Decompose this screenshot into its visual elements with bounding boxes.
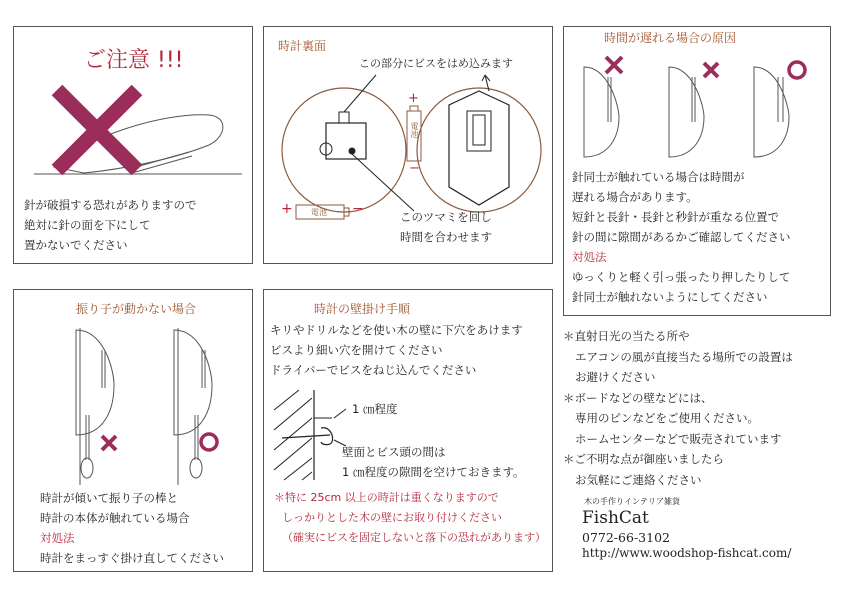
shop-name: FishCat xyxy=(582,508,649,528)
knob-line: このツマミを回し xyxy=(400,210,492,224)
pendulum-remedy-label: 対処法 xyxy=(40,531,75,545)
battery-label-horizontal: 電池 xyxy=(311,208,327,217)
note-line: ＊ご不明な点が御座いましたら xyxy=(563,452,724,466)
slow-remedy-line: 針同士が触れないようにしてください xyxy=(572,290,768,304)
gap-label: 1 ㎝程度 xyxy=(352,402,398,416)
cross-mark-icon xyxy=(52,85,142,175)
slow-line: 短針と長針・長針と秒針が重なる位置で xyxy=(572,210,779,224)
knob-line: 時間を合わせます xyxy=(400,230,492,244)
pendulum-remedy-line: 時計をまっすぐ掛け直してください xyxy=(40,551,224,565)
caution-line: 置かないでください xyxy=(24,238,128,252)
shop-url-link[interactable]: http://www.woodshop-fishcat.com/ xyxy=(582,546,792,560)
warning-line: ＊特に 25cm 以上の時計は重くなりますので xyxy=(274,491,499,504)
battery-minus-vertical: − xyxy=(409,161,420,176)
knob-note xyxy=(400,207,492,247)
gap-line: 壁面とビス頭の間は xyxy=(342,445,446,459)
note-line: ホームセンターなどで販売されています xyxy=(575,431,782,446)
general-notes xyxy=(563,326,793,490)
slow-line: 針の間に隙間があるかご確認してください xyxy=(572,230,791,244)
hanging-step: ドライバーでビスをねじ込んでください xyxy=(270,363,477,377)
note-line: お避けください xyxy=(575,370,656,384)
battery-label-vertical: 電池 xyxy=(410,122,419,138)
slow-line: 遅れる場合があります。 xyxy=(572,190,698,204)
hanging-title: 時計の壁掛け手順 xyxy=(314,302,411,316)
back-panel xyxy=(263,26,553,264)
circle-mark-icon xyxy=(198,431,220,453)
note-line: お気軽にご連絡ください xyxy=(575,472,702,487)
warning-line: （確実にビスを固定しないと落下の恐れがあります） xyxy=(282,531,546,544)
pendulum-panel xyxy=(13,289,253,572)
hanging-panel xyxy=(263,289,553,572)
cross-mark-icon xyxy=(604,55,624,75)
slow-remedy-label: 対処法 xyxy=(572,250,607,264)
cross-mark-icon xyxy=(702,61,720,79)
slow-panel xyxy=(563,26,831,316)
battery-plus-horizontal: + xyxy=(281,201,293,217)
hanging-step: ビスより細い穴を開けてください xyxy=(270,343,443,357)
gap-note xyxy=(342,442,525,482)
gap-line: 1 ㎝程度の隙間を空けておきます。 xyxy=(342,465,525,479)
hanging-warning xyxy=(274,488,546,548)
caution-title: ご注意 !!! xyxy=(84,48,184,73)
warning-line: しっかりとした木の壁にお取り付けください xyxy=(282,511,502,524)
hanging-step: キリやドリルなどを使い木の壁に下穴をあけます xyxy=(270,323,523,337)
pendulum-title: 振り子が動かない場合 xyxy=(76,302,197,316)
battery-plus-vertical: + xyxy=(408,91,419,106)
cross-mark-icon xyxy=(100,434,118,452)
screw-note: この部分にビスをはめ込みます xyxy=(359,57,513,70)
pendulum-text xyxy=(40,488,224,568)
caution-line: 針が破損する恐れがありますので xyxy=(24,198,197,212)
caution-line: 絶対に針の面を下にして xyxy=(24,218,151,232)
slow-remedy-line: ゆっくりと軽く引っ張ったり押したりして xyxy=(572,270,791,284)
back-title: 時計裏面 xyxy=(278,39,327,53)
battery-minus-horizontal: − xyxy=(352,201,364,217)
circle-mark-icon xyxy=(786,59,808,81)
slow-title: 時間が遅れる場合の原因 xyxy=(604,31,737,45)
note-line: エアコンの風が直接当たる場所での設置は xyxy=(575,349,793,364)
note-line: ＊直射日光の当たる所や xyxy=(563,329,690,343)
slow-line: 針同士が触れている場合は時間が xyxy=(572,170,745,184)
note-line: ＊ボードなどの壁などには、 xyxy=(563,390,713,405)
note-line: 専用のピンなどをご使用ください。 xyxy=(575,411,759,425)
pendulum-line: 時計の本体が触れている場合 xyxy=(40,511,190,525)
slow-text xyxy=(572,167,791,307)
shop-tagline: 木の手作りインテリア雑貨 xyxy=(584,497,680,506)
shop-phone: 0772-66-3102 xyxy=(582,530,670,545)
caution-text xyxy=(24,195,197,255)
pendulum-line: 時計が傾いて振り子の棒と xyxy=(40,491,178,505)
caution-panel xyxy=(13,26,253,264)
